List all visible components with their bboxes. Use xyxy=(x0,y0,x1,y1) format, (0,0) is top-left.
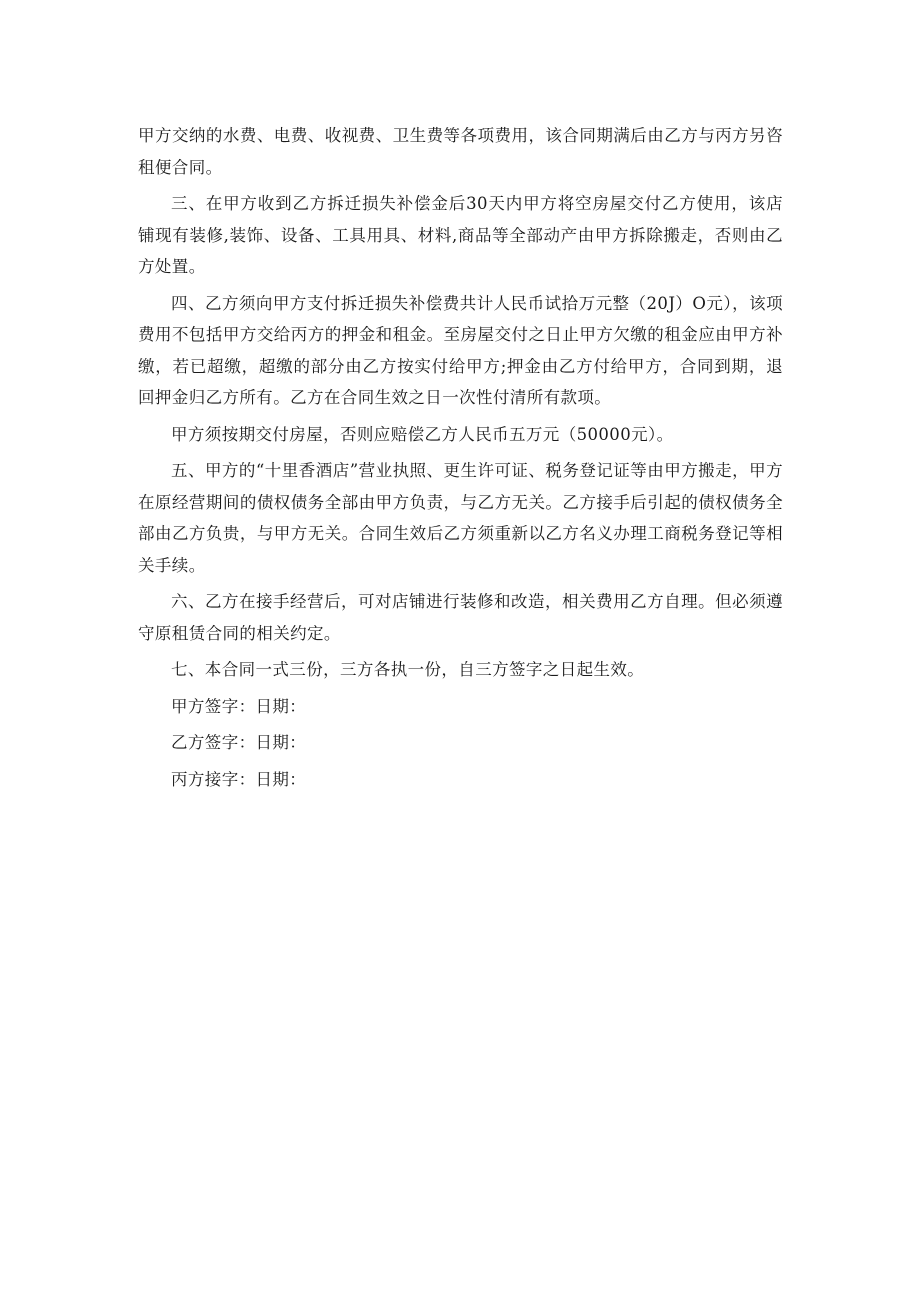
paragraph-clause-7: 七、本合同一式三份，三方各执一份，自三方签字之日起生效。 xyxy=(171,660,645,679)
paragraph-clause-3: 三、在甲方收到乙方拆迁损失补偿金后30天内甲方将空房屋交付乙方使用，该店铺现有装修,装饰、设备、工具用具、材料,商品等全部动产由甲方拆除搬走，否则由乙方处置。 xyxy=(138,194,783,276)
paragraph-fees-continuation: 甲方交纳的水费、电费、收视费、卫生费等各项费用，该合同期满后由乙方与丙方另咨租便合同。 xyxy=(138,126,783,177)
paragraph-clause-6: 六、乙方在接手经营后，可对店铺进行装修和改造，相关费用乙方自理。但必须遵守原租赁合同的相关约定。 xyxy=(138,592,783,643)
signature-line-party-a: 甲方签字：日期： xyxy=(171,696,307,716)
paragraph-clause-5: 五、甲方的“十里香酒店”营业执照、更生许可证、税务登记证等由甲方搬走，甲方在原经营期间的债权债务全部由甲方负责，与乙方无关。乙方接手后引起的债权债务全部由乙方负贵，与甲方无关。合同生效后乙方须重新以乙方名义办理工商税务登记等相关手续。 xyxy=(138,461,783,575)
paragraph-clause-4: 四、乙方须向甲方支付拆迁损失补偿费共计人民币试拾万元整（20J）O元），该项费用不包括甲方交给丙方的押金和租金。至房屋交付之日止甲方欠缴的租金应由甲方补缴，若已超缴，超缴的部分由乙方按实付给甲方;押金由乙方付给甲方，合同到期，退回押金归乙方所有。乙方在合同生效之日一次性付清所有款项。 xyxy=(138,293,783,407)
document-body xyxy=(138,120,783,800)
signature-line-party-b: 乙方签字：日期： xyxy=(171,733,307,752)
paragraph-penalty: 甲方须按期交付房屋，否则应赔偿乙方人民币五万元（50000元）。 xyxy=(171,424,674,444)
signature-line-party-c: 丙方接字：日期： xyxy=(171,769,307,789)
